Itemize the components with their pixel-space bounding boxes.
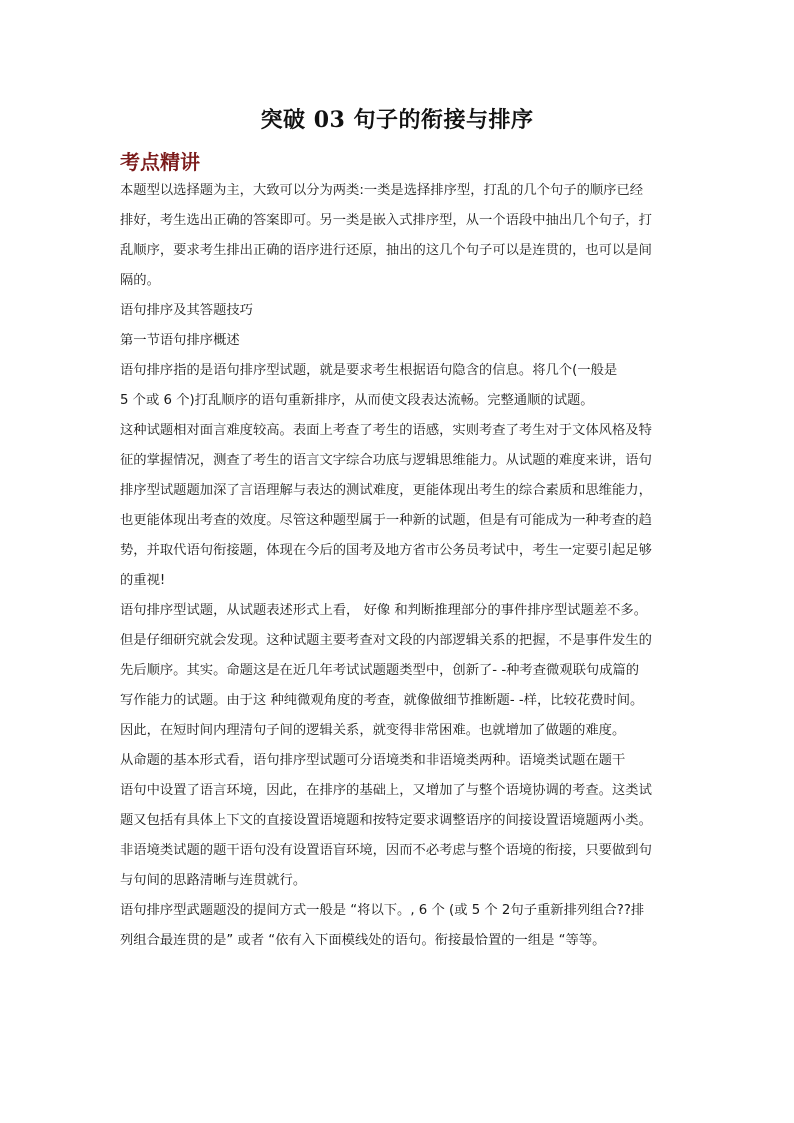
text-line: 隔的。 [120, 273, 160, 288]
text-line: 写作能力的试题。由于这 种纯微观角度的考查，就像做细节推断题- -样，比较花费时间。 [120, 693, 644, 708]
text-line: 语句排序型试题，从试题表述形式上看， 好像 和判断推理部分的事件排序型试题差不多。 [120, 603, 648, 618]
section-heading: 考点精讲 [120, 150, 200, 174]
subheading-line: 语句排序及其答题技巧 [120, 303, 253, 318]
text-line: 非语境类试题的题干语句没有设置语盲环境，因而不必考虑与整个语境的衔接，只要做到句 [120, 843, 652, 858]
text-line: 列组合最连贯的是” 或者 “依有入下面模线处的语句。衔接最恰置的一组是 “等等。 [120, 933, 606, 948]
text-line: 这种试题相对面言难度较高。表面上考查了考生的语感，实则考查了考生对于文体风格及特 [120, 423, 652, 438]
text-line: 语句中设置了语言环境，因此，在排序的基础上，又增加了与整个语境协调的考查。这类试 [120, 783, 652, 798]
text-line: 也更能体现出考查的效度。尽管这种题型属于一种新的试题，但是有可能成为一种考查的趋 [120, 513, 652, 528]
text-line: 与句间的思路清晰与连贯就行。 [120, 873, 307, 888]
text-line: 征的掌握情况，测查了考生的语言文字综合功底与逻辑思维能力。从试题的难度来讲，语句 [120, 453, 652, 468]
body-text [120, 176, 690, 956]
text-line: 排好，考生选出正确的答案即可。另一类是嵌入式排序型，从一个语段中抽出几个句子，打 [120, 213, 652, 228]
document-title: 突破 03 句子的衔接与排序 [260, 107, 534, 133]
text-line: 但是仔细研究就会发现。这种试题主要考查对文段的内部逻辑关系的把握，不是事件发生的 [120, 633, 652, 648]
text-line: 5 个或 6 个)打乱顺序的语句重新排序，从而使文段表达流畅。完整通顺的试题。 [120, 393, 594, 408]
text-line: 语句排序型武题题没的提间方式一般是 “将以下。, 6 个 (或 5 个 2句子重新排列组合??排 [120, 903, 645, 918]
text-line: 势，并取代语句衔接题，体现在今后的国考及地方省市公务员考试中，考生一定要引起足够 [120, 543, 652, 558]
text-line: 题又包括有具体上下文的直接设置语境题和按特定要求调整语序的间接设置语境题两小类。 [120, 813, 652, 828]
text-line: 乱顺序，要求考生排出正确的语序进行还原，抽出的这几个句子可以是连贯的，也可以是间 [120, 243, 652, 258]
text-line: 语句排序指的是语句排序型试题，就是要求考生根据语句隐含的信息。将几个(一般是 [120, 363, 618, 378]
text-line: 本题型以选择题为主，大致可以分为两类:一类是选择排序型，打乱的几个句子的顺序已经 [120, 183, 644, 198]
subheading-line: 第一节语句排序概述 [120, 333, 240, 348]
text-line: 排序型试题题加深了言语理解与表达的测试难度，更能体现出考生的综合素质和思维能力， [120, 483, 652, 498]
text-line: 因此，在短时间内理清句子间的逻辑关系，就变得非常困难。也就增加了做题的难度。 [120, 723, 626, 738]
text-line: 先后顺序。其实。命题这是在近几年考试试题题类型中，创新了- -种考查微观联句成篇的 [120, 663, 640, 678]
text-line: 从命题的基本形式看，语句排序型试题可分语境类和非语境类两种。语境类试题在题干 [120, 753, 626, 768]
text-line: 的重视! [120, 573, 166, 588]
